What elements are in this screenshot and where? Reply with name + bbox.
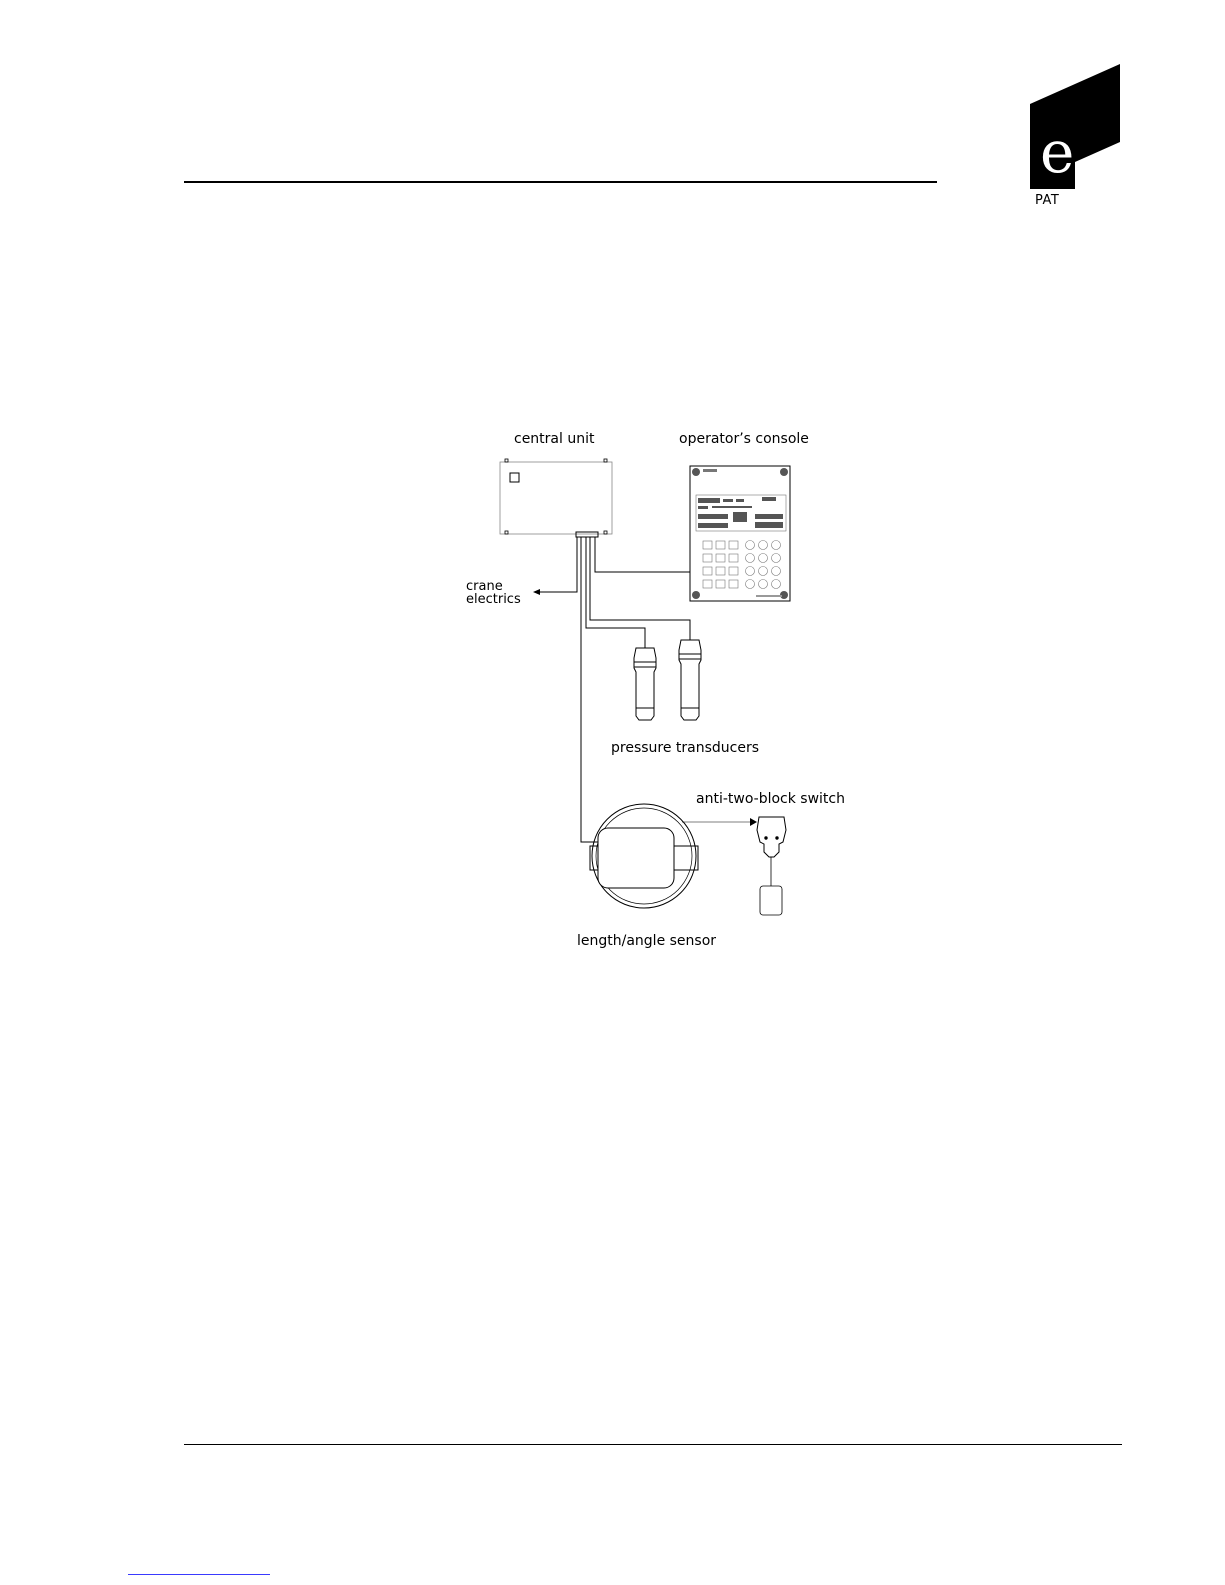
cables	[537, 537, 690, 842]
length-angle-sensor-drawing	[590, 804, 698, 908]
pressure-transducer-1	[634, 648, 656, 720]
logo-glyph: e	[1040, 118, 1075, 186]
switch-arrow	[750, 818, 757, 826]
logo-text: PAT	[1035, 193, 1060, 208]
crane-electrics-label-line2: electrics	[466, 592, 521, 607]
pressure-transducers-label: pressure transducers	[611, 740, 760, 756]
anti-two-block-switch-label: anti-two-block switch	[696, 791, 845, 807]
footer-rule	[184, 1444, 1122, 1445]
anti-two-block-switch-drawing	[757, 817, 786, 915]
pressure-transducer-2	[679, 640, 701, 720]
central-unit-box	[500, 459, 612, 537]
operators-console-drawing	[690, 466, 790, 601]
footer-link-underline[interactable]	[128, 1574, 270, 1575]
central-unit-label: central unit	[514, 431, 595, 447]
crane-electrics-arrow	[533, 589, 540, 595]
crane-electrics-label-line1: crane	[466, 579, 503, 594]
operators-console-label: operator’s console	[679, 431, 809, 447]
length-angle-sensor-label: length/angle sensor	[577, 933, 717, 949]
